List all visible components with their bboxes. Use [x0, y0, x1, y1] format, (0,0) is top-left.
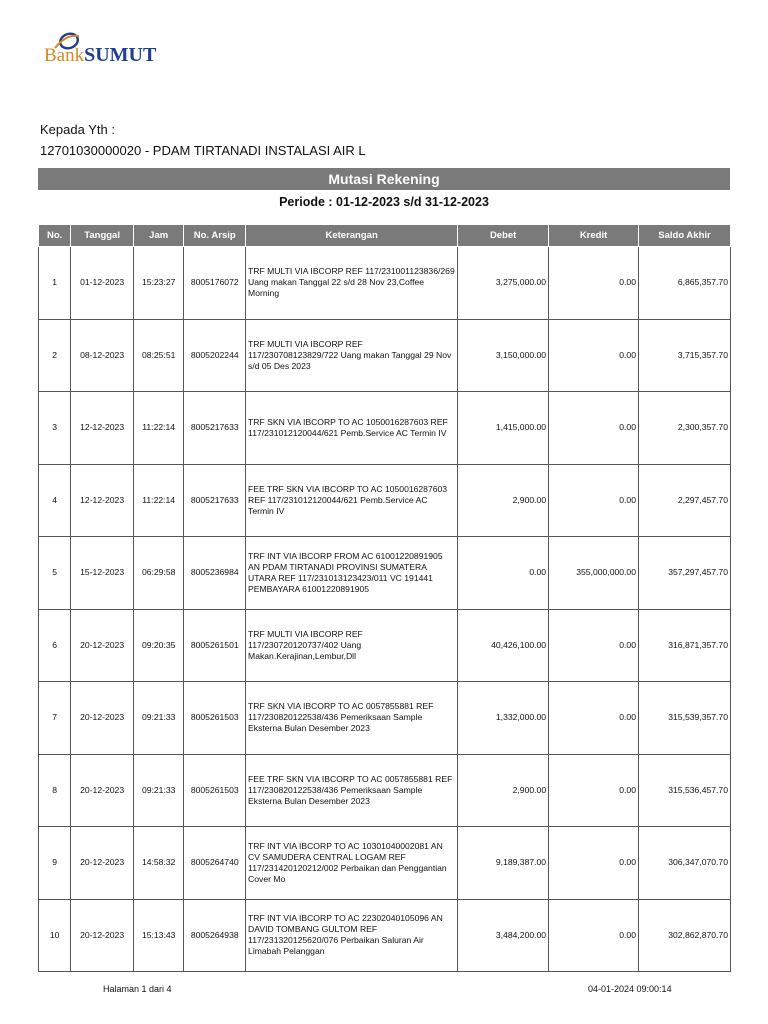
row-balance: 302,862,870.70: [639, 899, 731, 972]
row-archive-number: 8005261501: [184, 609, 246, 682]
row-debit: 3,275,000.00: [458, 247, 549, 320]
col-header-no: No.: [39, 225, 71, 247]
table-row: [39, 537, 731, 610]
col-header-description: Keterangan: [246, 225, 458, 247]
row-description: FEE TRF SKN VIA IBCORP TO AC 0057855881 REF 117/230820122538/436 Pemeriksaan Sample Eksterna Bulan Desember 2023: [246, 754, 458, 827]
row-archive-number: 8005176072: [184, 247, 246, 320]
row-credit: 0.00: [549, 754, 639, 827]
row-credit: 355,000,000.00: [549, 537, 639, 610]
row-balance: 2,300,357.70: [639, 392, 731, 465]
table-header-row: [39, 225, 731, 247]
table-row: [39, 392, 731, 465]
row-description: TRF MULTI VIA IBCORP REF 117/230720120737/402 Uang Makan.Kerajinan,Lembur,Dll: [246, 609, 458, 682]
table-row: [39, 609, 731, 682]
statement-title: Mutasi Rekening: [38, 168, 730, 190]
row-balance: 316,871,357.70: [639, 609, 731, 682]
col-header-debit: Debet: [458, 225, 549, 247]
row-number: 9: [39, 827, 71, 900]
row-balance: 315,536,457.70: [639, 754, 731, 827]
row-number: 6: [39, 609, 71, 682]
row-debit: 2,900.00: [458, 464, 549, 537]
row-time: 15:23:27: [133, 247, 184, 320]
col-header-archive: No. Arsip: [184, 225, 246, 247]
row-time: 11:22:14: [133, 392, 184, 465]
table-row: [39, 682, 731, 755]
recipient-label: Kepada Yth :: [40, 122, 115, 137]
logo-sumut-text: SUMUT: [84, 44, 157, 66]
row-credit: 0.00: [549, 464, 639, 537]
row-description: TRF SKN VIA IBCORP TO AC 1050016287603 REF 117/231012120044/621 Pemb.Service AC Termin IV: [246, 392, 458, 465]
row-description: TRF INT VIA IBCORP TO AC 22302040105096 AN DAVID TOMBANG GULTOM REF 117/231320125620/076 Perbaikan Saluran Air Limabah Pelanggan: [246, 899, 458, 972]
row-description: TRF MULTI VIA IBCORP REF 117/230708123829/722 Uang makan Tanggal 29 Nov s/d 05 Des 2023: [246, 319, 458, 392]
row-date: 20-12-2023: [71, 682, 134, 755]
col-header-credit: Kredit: [549, 225, 639, 247]
col-header-time: Jam: [133, 225, 184, 247]
row-credit: 0.00: [549, 319, 639, 392]
row-description: TRF INT VIA IBCORP TO AC 10301040002081 AN CV SAMUDERA CENTRAL LOGAM REF 117/231420120212/002 Perbaikan dan Penggantian Cover Mo: [246, 827, 458, 900]
row-time: 09:21:33: [133, 682, 184, 755]
table-row: [39, 464, 731, 537]
row-debit: 1,332,000.00: [458, 682, 549, 755]
row-credit: 0.00: [549, 392, 639, 465]
col-header-date: Tanggal: [71, 225, 134, 247]
row-date: 12-12-2023: [71, 392, 134, 465]
mutation-table: [38, 224, 731, 972]
row-date: 12-12-2023: [71, 464, 134, 537]
row-credit: 0.00: [549, 682, 639, 755]
row-archive-number: 8005264740: [184, 827, 246, 900]
statement-period: Periode : 01-12-2023 s/d 31-12-2023: [279, 195, 489, 209]
row-balance: 315,539,357.70: [639, 682, 731, 755]
row-archive-number: 8005264938: [184, 899, 246, 972]
table-row: [39, 827, 731, 900]
row-number: 4: [39, 464, 71, 537]
row-credit: 0.00: [549, 899, 639, 972]
row-time: 08:25:51: [133, 319, 184, 392]
row-number: 3: [39, 392, 71, 465]
table-row: [39, 319, 731, 392]
row-debit: 40,426,100.00: [458, 609, 549, 682]
row-debit: 9,189,387.00: [458, 827, 549, 900]
row-description: TRF INT VIA IBCORP FROM AC 61001220891905 AN PDAM TIRTANADI PROVINSI SUMATERA UTARA REF 117/231013123423/011 VC 191441 PEMBAYARA 61001220891905: [246, 537, 458, 610]
row-balance: 6,865,357.70: [639, 247, 731, 320]
row-number: 1: [39, 247, 71, 320]
logo-bank-text: Bank: [44, 45, 85, 66]
row-balance: 2,297,457.70: [639, 464, 731, 537]
row-debit: 3,150,000.00: [458, 319, 549, 392]
row-archive-number: 8005202244: [184, 319, 246, 392]
row-description: TRF MULTI VIA IBCORP REF 117/231001123836/269 Uang makan Tanggal 22 s/d 28 Nov 23,Coffee Morning: [246, 247, 458, 320]
row-date: 20-12-2023: [71, 827, 134, 900]
row-debit: 2,900.00: [458, 754, 549, 827]
row-time: 11:22:14: [133, 464, 184, 537]
row-time: 14:58:32: [133, 827, 184, 900]
row-balance: 357,297,457.70: [639, 537, 731, 610]
row-date: 20-12-2023: [71, 754, 134, 827]
row-number: 10: [39, 899, 71, 972]
row-archive-number: 8005261503: [184, 682, 246, 755]
row-number: 8: [39, 754, 71, 827]
row-credit: 0.00: [549, 247, 639, 320]
row-number: 7: [39, 682, 71, 755]
table-row: [39, 247, 731, 320]
row-date: 01-12-2023: [71, 247, 134, 320]
table-row: [39, 754, 731, 827]
row-date: 20-12-2023: [71, 899, 134, 972]
row-description: FEE TRF SKN VIA IBCORP TO AC 1050016287603 REF 117/231012120044/621 Pemb.Service AC Termin IV: [246, 464, 458, 537]
row-debit: 1,415,000.00: [458, 392, 549, 465]
table-row: [39, 899, 731, 972]
row-date: 08-12-2023: [71, 319, 134, 392]
row-debit: 3,484,200.00: [458, 899, 549, 972]
row-archive-number: 8005261503: [184, 754, 246, 827]
print-timestamp: 04-01-2024 09:00:14: [588, 984, 672, 994]
row-archive-number: 8005217633: [184, 392, 246, 465]
row-archive-number: 8005236984: [184, 537, 246, 610]
page-indicator: Halaman 1 dari 4: [103, 984, 172, 994]
row-date: 20-12-2023: [71, 609, 134, 682]
bank-logo: [44, 30, 184, 70]
row-date: 15-12-2023: [71, 537, 134, 610]
row-balance: 306,347,070.70: [639, 827, 731, 900]
row-time: 06:29:58: [133, 537, 184, 610]
row-description: TRF SKN VIA IBCORP TO AC 0057855881 REF 117/230820122538/436 Pemeriksaan Sample Eksterna Bulan Desember 2023: [246, 682, 458, 755]
row-debit: 0.00: [458, 537, 549, 610]
row-balance: 3,715,357.70: [639, 319, 731, 392]
row-time: 09:20:35: [133, 609, 184, 682]
row-number: 2: [39, 319, 71, 392]
row-time: 15:13:43: [133, 899, 184, 972]
col-header-balance: Saldo Akhir: [639, 225, 731, 247]
row-number: 5: [39, 537, 71, 610]
account-line: 12701030000020 - PDAM TIRTANADI INSTALASI AIR L: [40, 143, 366, 158]
row-credit: 0.00: [549, 609, 639, 682]
row-credit: 0.00: [549, 827, 639, 900]
row-time: 09:21:33: [133, 754, 184, 827]
row-archive-number: 8005217633: [184, 464, 246, 537]
